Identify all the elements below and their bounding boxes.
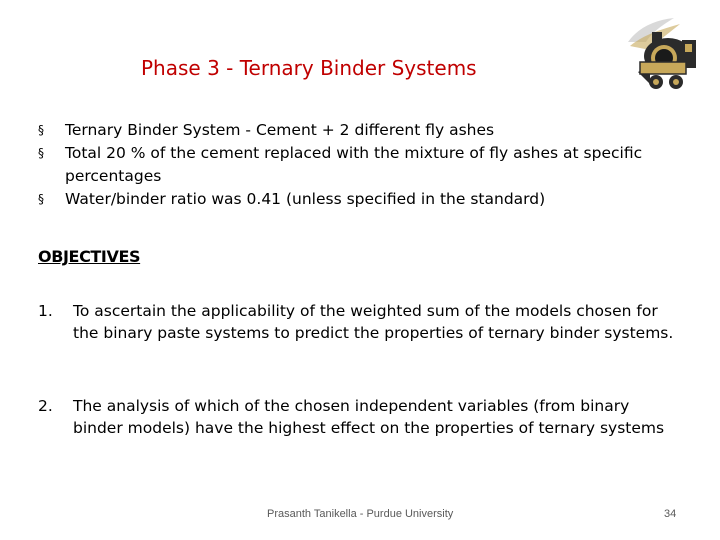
slide-title: Phase 3 - Ternary Binder Systems [141, 56, 477, 80]
bullet-mark: § [38, 146, 44, 160]
bullet-item [38, 142, 678, 188]
page-number: 34 [664, 508, 677, 520]
objective-text: To ascertain the applicability of the weighted sum of the models chosen for the binary paste systems to predict the properties of ternary binder systems. [73, 302, 674, 342]
bullet-item [38, 119, 678, 142]
objective-list [38, 300, 678, 344]
objective-text: The analysis of which of the chosen independent variables (from binary binder models) have the highest effect on the properties of ternary systems [73, 397, 665, 437]
bullet-list [38, 119, 678, 211]
bullet-mark: § [38, 192, 44, 206]
objective-number: 1. [38, 302, 53, 320]
slide-footer: Prasanth Tanikella - Purdue University [267, 508, 454, 520]
purdue-train-logo-icon [624, 12, 700, 92]
bullet-text: Total 20 % of the cement replaced with the mixture of fly ashes at specific percentages [65, 144, 643, 185]
objective-item [38, 300, 678, 344]
bullet-text: Water/binder ratio was 0.41 (unless specified in the standard) [65, 190, 546, 208]
objective-number: 2. [38, 397, 53, 415]
bullet-item [38, 188, 678, 211]
objectives-heading: OBJECTIVES [38, 247, 141, 266]
bullet-text: Ternary Binder System - Cement + 2 different fly ashes [65, 121, 495, 139]
objective-item [38, 395, 678, 439]
bullet-mark: § [38, 123, 44, 137]
objective-list [38, 395, 678, 439]
